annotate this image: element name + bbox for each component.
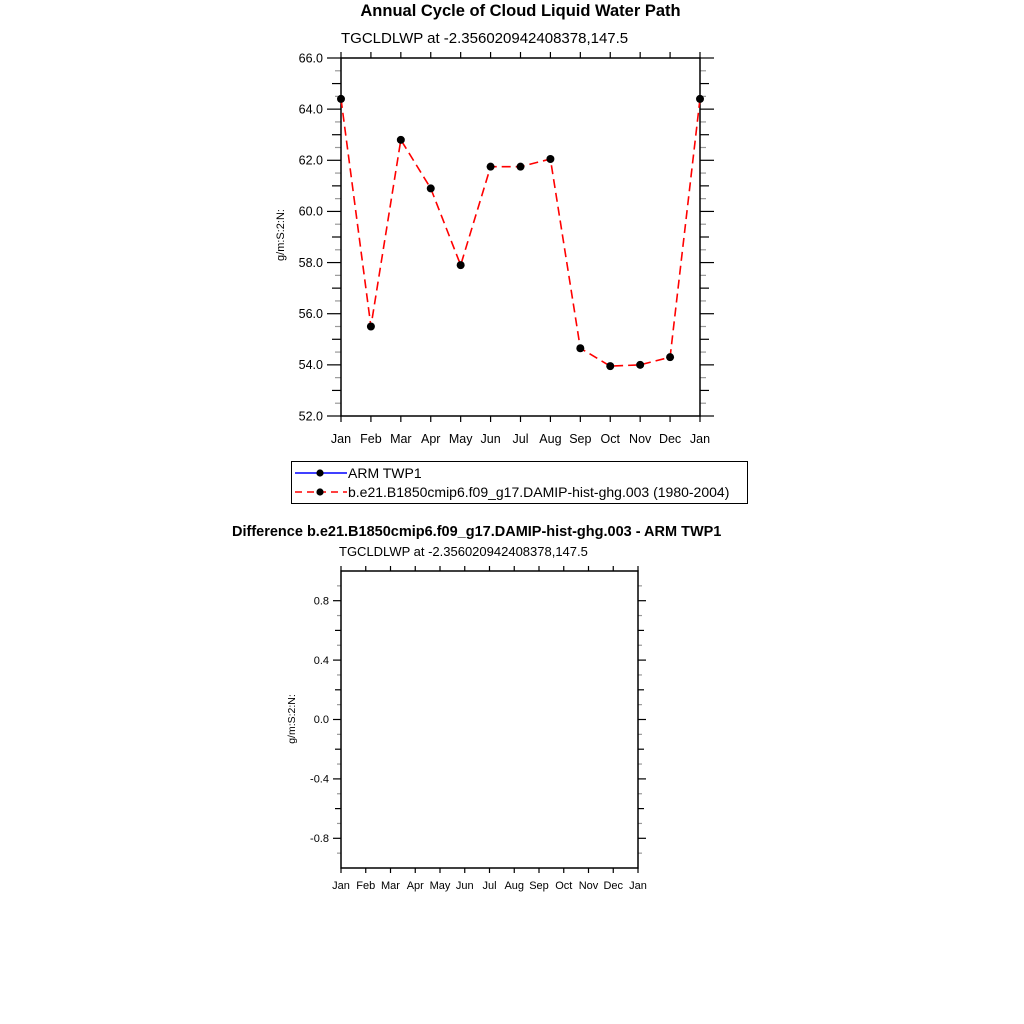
x-tick-label: Feb [360,432,382,446]
bottom-chart-title: Difference b.e21.B1850cmip6.f09_g17.DAMIP-hist-ghg.003 - ARM TWP1 [232,524,722,540]
data-point-marker [666,353,674,361]
x-tick-label: Jul [482,880,497,892]
x-tick-label: Nov [629,432,652,446]
x-tick-label: Jan [689,432,711,446]
x-tick-label: Feb [356,880,376,892]
data-point-marker [696,95,704,103]
x-tick-label: Apr [421,432,441,446]
data-point-marker [397,136,405,144]
y-tick-label: 0.8 [313,595,329,608]
data-point-marker [606,362,614,370]
legend-label: ARM TWP1 [348,464,422,481]
x-tick-label: Oct [600,432,620,446]
data-point-marker [367,323,375,331]
y-tick-label: 54.0 [298,358,323,373]
legend-marker-icon [316,488,323,495]
legend-item-model [294,483,747,502]
data-point-marker [487,163,495,171]
y-tick-label: 66.0 [298,51,323,66]
bottom-y-axis-title: g/m:S:2:N: [286,694,298,744]
x-tick-label: Nov [578,880,599,892]
x-tick-label: Dec [658,432,682,446]
legend-label: b.e21.B1850cmip6.f09_g17.DAMIP-hist-ghg.003 (1980-2004) [348,483,730,500]
x-tick-label: Jan [332,880,350,892]
y-tick-label: 60.0 [298,204,323,219]
legend-item-obs [294,464,747,483]
y-tick-label: 52.0 [298,409,323,424]
x-tick-label: Sep [569,432,592,446]
x-tick-label: Jan [629,880,647,892]
data-point-marker [546,155,554,163]
x-tick-label: Jan [330,432,352,446]
bottom-chart-subtitle: TGCLDLWP at -2.356020942408378,147.5 [339,544,588,559]
y-tick-label: -0.4 [310,773,329,786]
x-tick-label: May [448,432,473,446]
legend-box [291,461,748,504]
x-tick-label: Mar [381,880,400,892]
x-tick-label: May [429,880,451,892]
top-chart-title: Annual Cycle of Cloud Liquid Water Path [360,2,681,20]
y-tick-label: -0.8 [310,833,329,846]
y-tick-label: 56.0 [298,306,323,321]
x-tick-label: Sep [529,880,549,892]
legend-line-sample [294,486,348,498]
x-tick-label: Jun [480,432,501,446]
y-tick-label: 58.0 [298,255,323,270]
data-point-marker [636,361,644,369]
legend-marker-icon [316,469,323,476]
series-line [341,99,700,366]
y-tick-label: 0.0 [313,714,329,727]
legend-line-sample [294,467,348,479]
data-point-marker [337,95,345,103]
y-tick-label: 64.0 [298,102,323,117]
x-tick-label: Dec [603,880,624,892]
top-chart-subtitle: TGCLDLWP at -2.356020942408378,147.5 [341,30,629,47]
plot-border [341,571,638,868]
x-tick-label: Jul [512,432,529,446]
plot-border [341,58,700,416]
x-tick-label: Jun [455,880,474,892]
y-tick-label: 0.4 [313,654,329,667]
data-point-marker [457,261,465,269]
x-tick-label: Mar [390,432,412,446]
y-tick-label: 62.0 [298,153,323,168]
x-tick-label: Oct [555,880,573,892]
top-y-axis-title: g/m:S:2:N: [275,209,287,261]
x-tick-label: Aug [504,880,525,892]
data-point-marker [427,184,435,192]
data-point-marker [576,344,584,352]
data-point-marker [517,163,525,171]
x-tick-label: Apr [406,880,424,892]
x-tick-label: Aug [539,432,562,446]
